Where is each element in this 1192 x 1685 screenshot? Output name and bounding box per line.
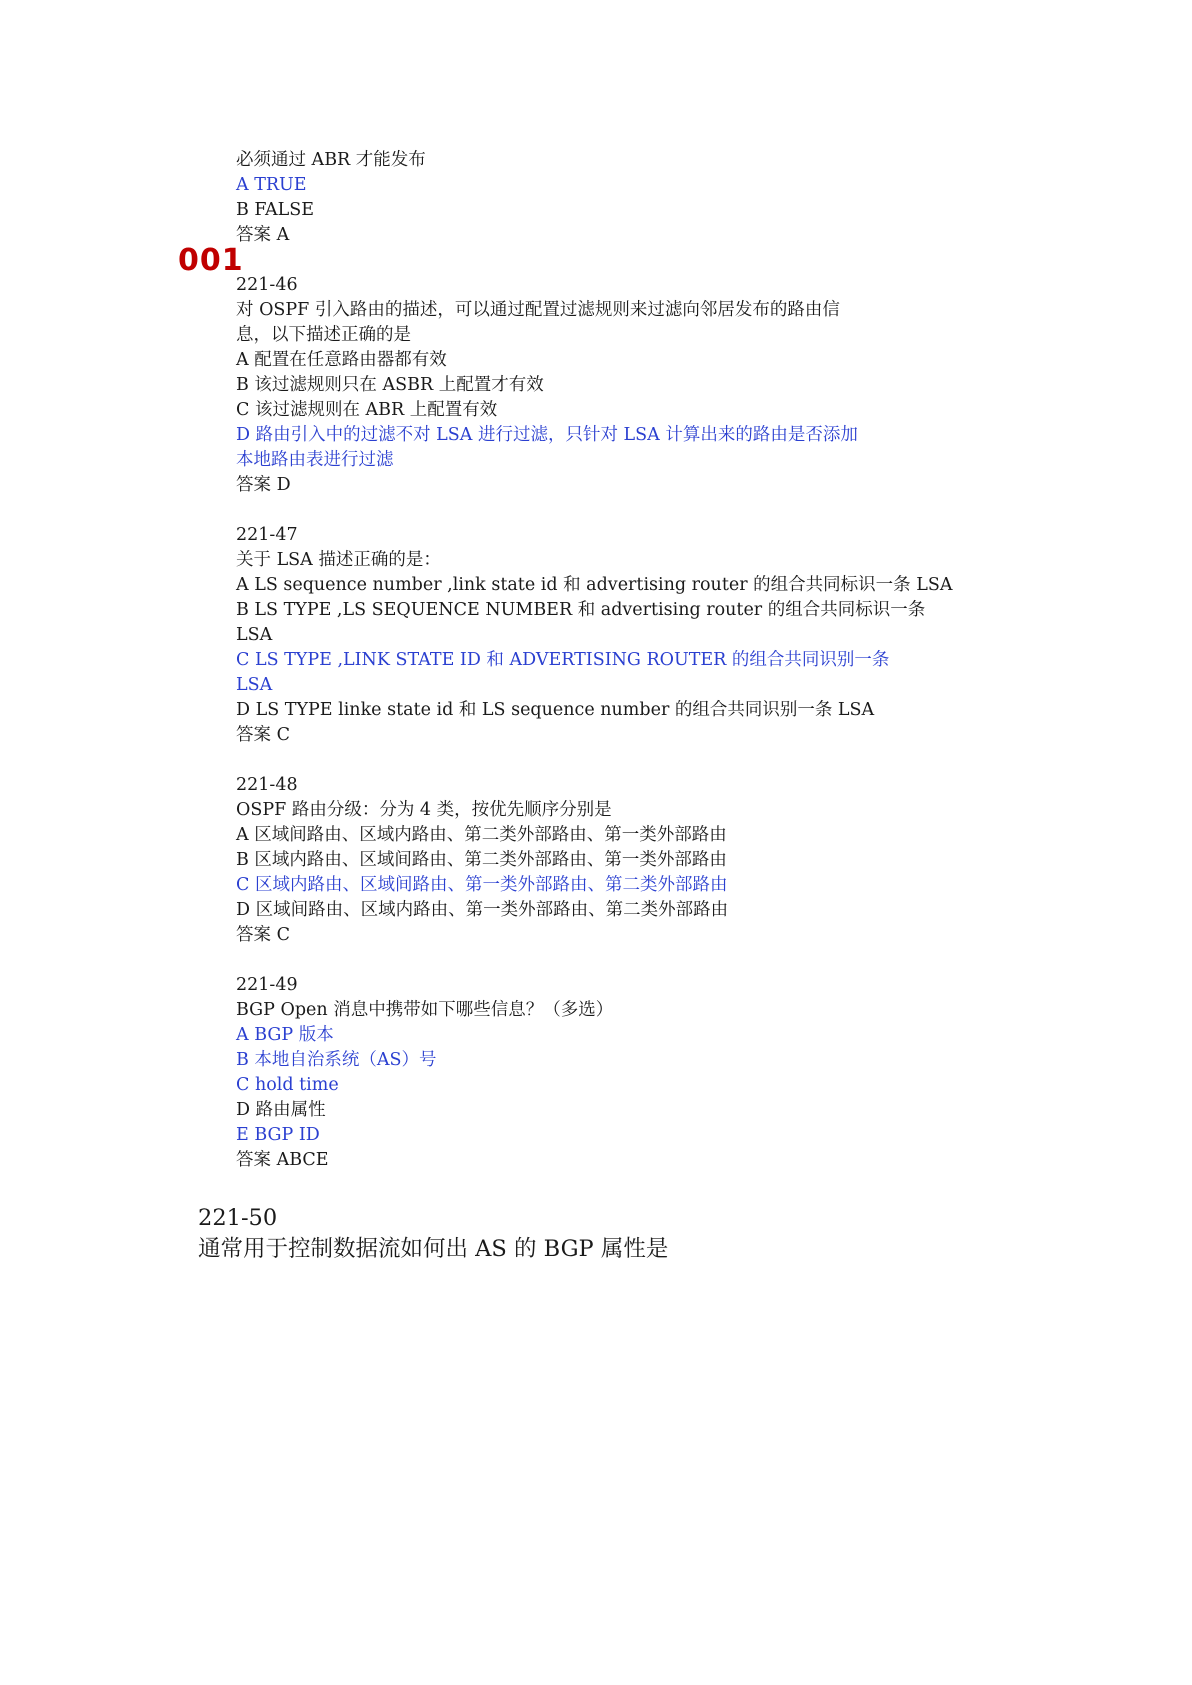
option-correct: 本地路由表进行过滤 — [236, 450, 394, 470]
option-correct: LSA — [236, 675, 273, 695]
option-correct: C LS TYPE ,LINK STATE ID 和 ADVERTISING ROUTER 的组合共同识别一条 — [236, 650, 890, 670]
spacer — [236, 748, 926, 773]
question-stem: 对 OSPF 引入路由的描述，可以通过配置过滤规则来过滤向邻居发布的路由信 — [236, 300, 840, 320]
question-block-221-49 — [236, 973, 926, 1173]
option-correct: C hold time — [236, 1075, 339, 1095]
answer-line: 答案 C — [236, 725, 290, 745]
answer-line: 答案 A — [236, 225, 290, 245]
option: D 路由属性 — [236, 1100, 326, 1120]
question-stem: OSPF 路由分级：分为 4 类，按优先顺序分别是 — [236, 800, 612, 820]
question-block-221-46 — [236, 273, 926, 498]
question-stem: 息，以下描述正确的是 — [236, 325, 411, 345]
question-stem: 必须通过 ABR 才能发布 — [236, 150, 426, 170]
option-correct: D 路由引入中的过滤不对 LSA 进行过滤，只针对 LSA 计算出来的路由是否添加 — [236, 425, 858, 445]
answer-line: 答案 D — [236, 475, 291, 495]
option-correct: C 区域内路由、区域间路由、第一类外部路由、第二类外部路由 — [236, 875, 728, 895]
option: B LS TYPE ,LS SEQUENCE NUMBER 和 advertising router 的组合共同标识一条 — [236, 600, 926, 620]
question-block-221-50 — [198, 1203, 958, 1265]
option: B 区域内路由、区域间路由、第二类外部路由、第一类外部路由 — [236, 850, 727, 870]
answer-line: 答案 C — [236, 925, 290, 945]
option: D LS TYPE linke state id 和 LS sequence number 的组合共同识别一条 LSA — [236, 700, 875, 720]
answer-line: 答案 ABCE — [236, 1150, 329, 1170]
option: D 区域间路由、区域内路由、第一类外部路由、第二类外部路由 — [236, 900, 729, 920]
option-correct: B 本地自治系统（AS）号 — [236, 1050, 437, 1070]
question-number: 221-49 — [236, 975, 298, 995]
question-number: 221-50 — [198, 1205, 278, 1231]
question-block-221-48 — [236, 773, 926, 948]
option-correct: A TRUE — [236, 175, 307, 195]
question-stem: 通常用于控制数据流如何出 AS 的 BGP 属性是 — [198, 1236, 669, 1262]
spacer — [236, 248, 926, 273]
question-number: 221-46 — [236, 275, 298, 295]
question-block-221-47 — [236, 523, 953, 748]
question-page — [236, 148, 953, 1173]
page-stamp: 001 — [178, 243, 244, 278]
question-number: 221-47 — [236, 525, 298, 545]
option: C 该过滤规则在 ABR 上配置有效 — [236, 400, 498, 420]
question-number: 221-48 — [236, 775, 298, 795]
option: A 区域间路由、区域内路由、第二类外部路由、第一类外部路由 — [236, 825, 727, 845]
option: B 该过滤规则只在 ASBR 上配置才有效 — [236, 375, 544, 395]
option-correct: A BGP 版本 — [236, 1025, 334, 1045]
spacer — [236, 948, 926, 973]
option: A LS sequence number ,link state id 和 advertising router 的组合共同标识一条 LSA — [236, 575, 953, 595]
spacer — [236, 498, 926, 523]
question-stem: BGP Open 消息中携带如下哪些信息？（多选） — [236, 1000, 614, 1020]
prev-question-block — [236, 148, 926, 248]
option-correct: E BGP ID — [236, 1125, 320, 1145]
option: A 配置在任意路由器都有效 — [236, 350, 447, 370]
option: B FALSE — [236, 200, 315, 220]
option: LSA — [236, 625, 273, 645]
question-stem: 关于 LSA 描述正确的是： — [236, 550, 441, 570]
